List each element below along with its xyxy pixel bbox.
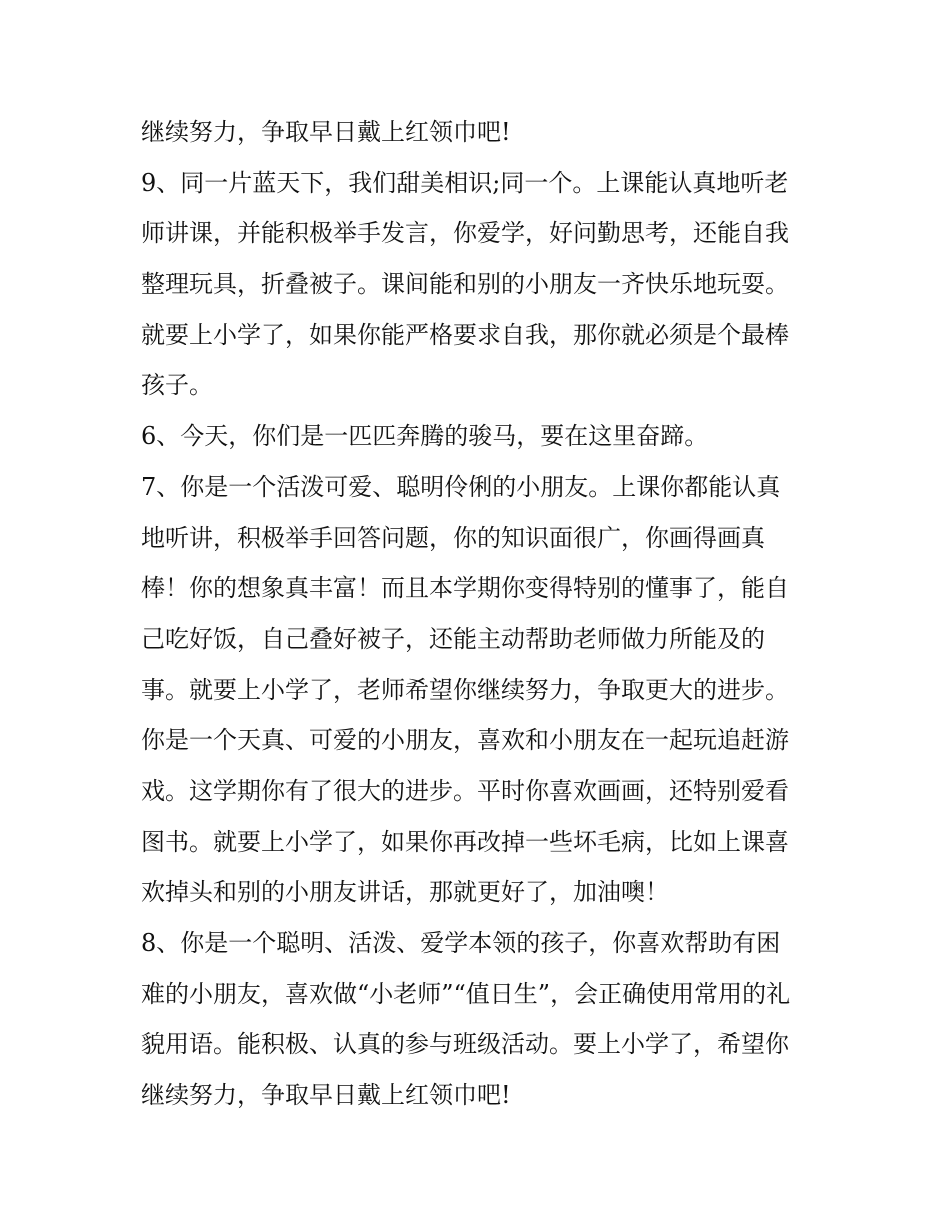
document-body bbox=[141, 107, 821, 1121]
text-line: 师讲课，并能积极举手发言，你爱学，好问勤思考，还能自我 bbox=[141, 219, 789, 248]
text-line: 7、你是一个活泼可爱、聪明伶俐的小朋友。上课你都能认真 bbox=[141, 472, 781, 501]
text-line: 9、同一片蓝天下，我们甜美相识;同一个。上课能认真地听老 bbox=[141, 168, 789, 197]
text-line: 6、今天，你们是一匹匹奔腾的骏马，要在这里奋蹄。 bbox=[141, 422, 709, 451]
text-line: 孩子。 bbox=[141, 371, 213, 400]
text-line: 戏。这学期你有了很大的进步。平时你喜欢画画，还特别爱看 bbox=[141, 776, 789, 805]
text-line: 继续努力，争取早日戴上红领巾吧! bbox=[141, 118, 511, 146]
text-line: 欢掉头和别的小朋友讲话，那就更好了，加油噢！ bbox=[141, 878, 669, 907]
text-line: 8、你是一个聪明、活泼、爱学本领的孩子，你喜欢帮助有困 bbox=[141, 929, 781, 957]
text-line: 继续努力，争取早日戴上红领巾吧! bbox=[141, 1081, 511, 1110]
text-line: 己吃好饭，自己叠好被子，还能主动帮助老师做力所能及的 bbox=[141, 624, 765, 653]
text-line: 地听讲，积极举手回答问题，你的知识面很广，你画得画真 bbox=[141, 523, 765, 552]
text-line: 难的小朋友，喜欢做“小老师”“值日生”，会正确使用常用的礼 bbox=[141, 979, 791, 1008]
text-line: 事。就要上小学了，老师希望你继续努力，争取更大的进步。 bbox=[141, 675, 789, 704]
text-line: 貌用语。能积极、认真的参与班级活动。要上小学了，希望你 bbox=[141, 1030, 789, 1059]
text-line: 就要上小学了，如果你能严格要求自我，那你就必须是个最棒 bbox=[141, 320, 789, 349]
text-line: 整理玩具，折叠被子。课间能和别的小朋友一齐快乐地玩耍。 bbox=[141, 270, 789, 299]
text-line: 图书。就要上小学了，如果你再改掉一些坏毛病，比如上课喜 bbox=[141, 827, 789, 856]
text-line: 你是一个天真、可爱的小朋友，喜欢和小朋友在一起玩追赶游 bbox=[141, 726, 789, 755]
text-line: 棒！你的想象真丰富！而且本学期你变得特别的懂事了，能自 bbox=[141, 574, 789, 603]
